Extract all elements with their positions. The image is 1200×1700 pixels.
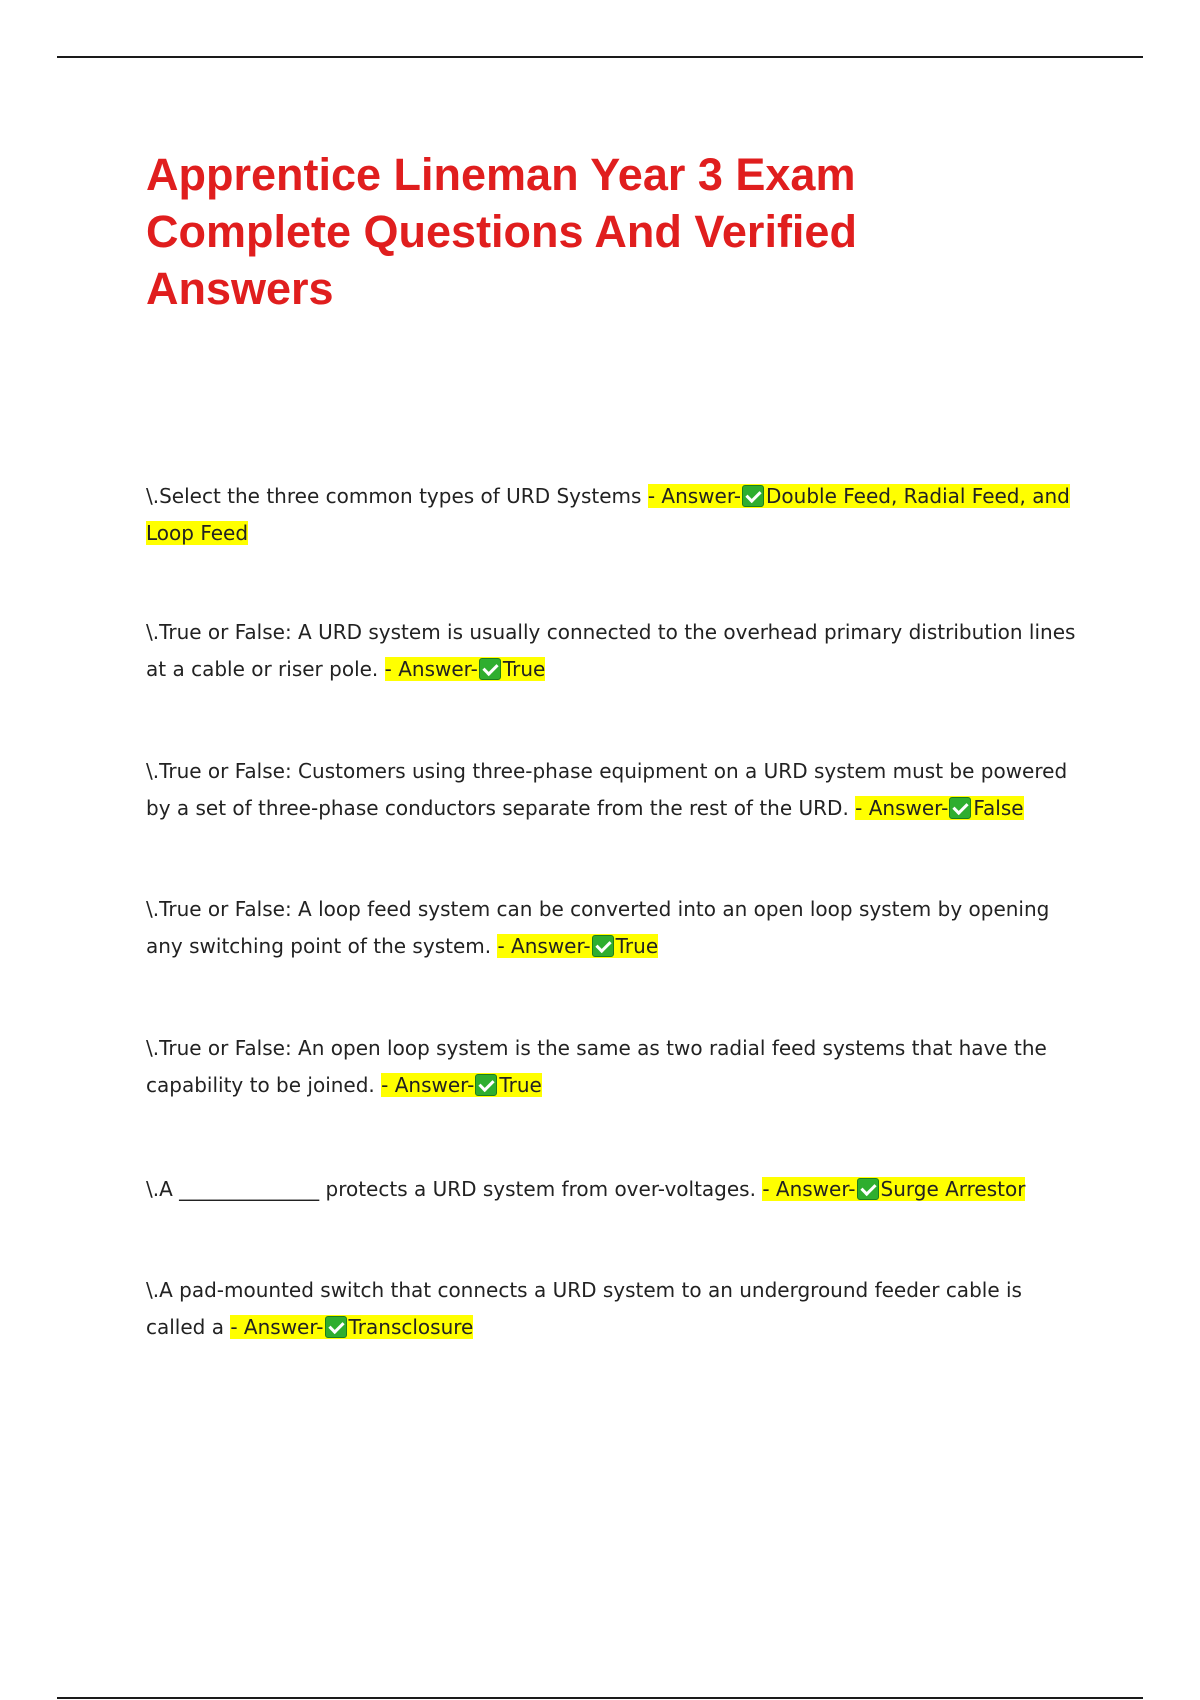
question-text: \.A ______________ protects a URD system from over-voltages.	[146, 1177, 756, 1201]
qa-item-5	[146, 1030, 1086, 1104]
answer-text: Surge Arrestor	[880, 1177, 1026, 1201]
question-text: \.True or False: A loop feed system can be converted into an open loop system by opening any switching point of the system.	[146, 897, 1050, 958]
question-text: \.A pad-mounted switch that connects a URD system to an underground feeder cable is called a	[146, 1278, 1022, 1339]
answer-highlight	[855, 796, 1023, 820]
qa-item-6	[146, 1171, 1086, 1208]
answer-prefix: - Answer-	[384, 657, 478, 681]
answer-highlight	[230, 1315, 473, 1339]
answer-highlight	[762, 1177, 1025, 1201]
header-rule	[57, 56, 1143, 58]
qa-item-7	[146, 1272, 1086, 1346]
qa-item-3	[146, 753, 1086, 827]
question-text: \.True or False: Customers using three-phase equipment on a URD system must be powered by a set of three-phase conductors separate from the rest of the URD.	[146, 759, 1068, 820]
footer-rule	[57, 1697, 1143, 1699]
check-mark-icon	[479, 658, 501, 680]
answer-prefix: - Answer-	[762, 1177, 856, 1201]
qa-item-4	[146, 891, 1086, 965]
check-mark-icon	[325, 1316, 347, 1338]
answer-prefix: - Answer-	[647, 484, 741, 508]
answer-highlight	[385, 657, 546, 681]
answer-text: True	[615, 934, 659, 958]
answer-text: True	[502, 657, 546, 681]
document-title: Apprentice Lineman Year 3 Exam Complete Questions And Verified Answers	[146, 149, 857, 314]
answer-prefix: - Answer-	[497, 934, 591, 958]
qa-item-1	[146, 478, 1086, 552]
answer-prefix: - Answer-	[381, 1073, 475, 1097]
question-text: \.Select the three common types of URD Systems	[146, 484, 642, 508]
check-mark-icon	[949, 797, 971, 819]
answer-text: Transclosure	[348, 1315, 474, 1339]
answer-text: Double Feed, Radial Feed, and Loop Feed	[146, 484, 1070, 545]
check-mark-icon	[592, 935, 614, 957]
answer-prefix: - Answer-	[855, 796, 949, 820]
qa-item-2	[146, 614, 1086, 688]
check-mark-icon	[742, 485, 764, 507]
answer-highlight	[381, 1073, 542, 1097]
question-text: \.True or False: A URD system is usually connected to the overhead primary distribution lines at a cable or riser pole.	[146, 620, 1076, 681]
check-mark-icon	[475, 1074, 497, 1096]
check-mark-icon	[857, 1178, 879, 1200]
answer-prefix: - Answer-	[230, 1315, 324, 1339]
answer-text: True	[499, 1073, 542, 1097]
answer-highlight	[497, 934, 658, 958]
answer-text: False	[973, 796, 1024, 820]
question-text: \.True or False: An open loop system is the same as two radial feed systems that have the capability to be joined.	[146, 1036, 1047, 1097]
